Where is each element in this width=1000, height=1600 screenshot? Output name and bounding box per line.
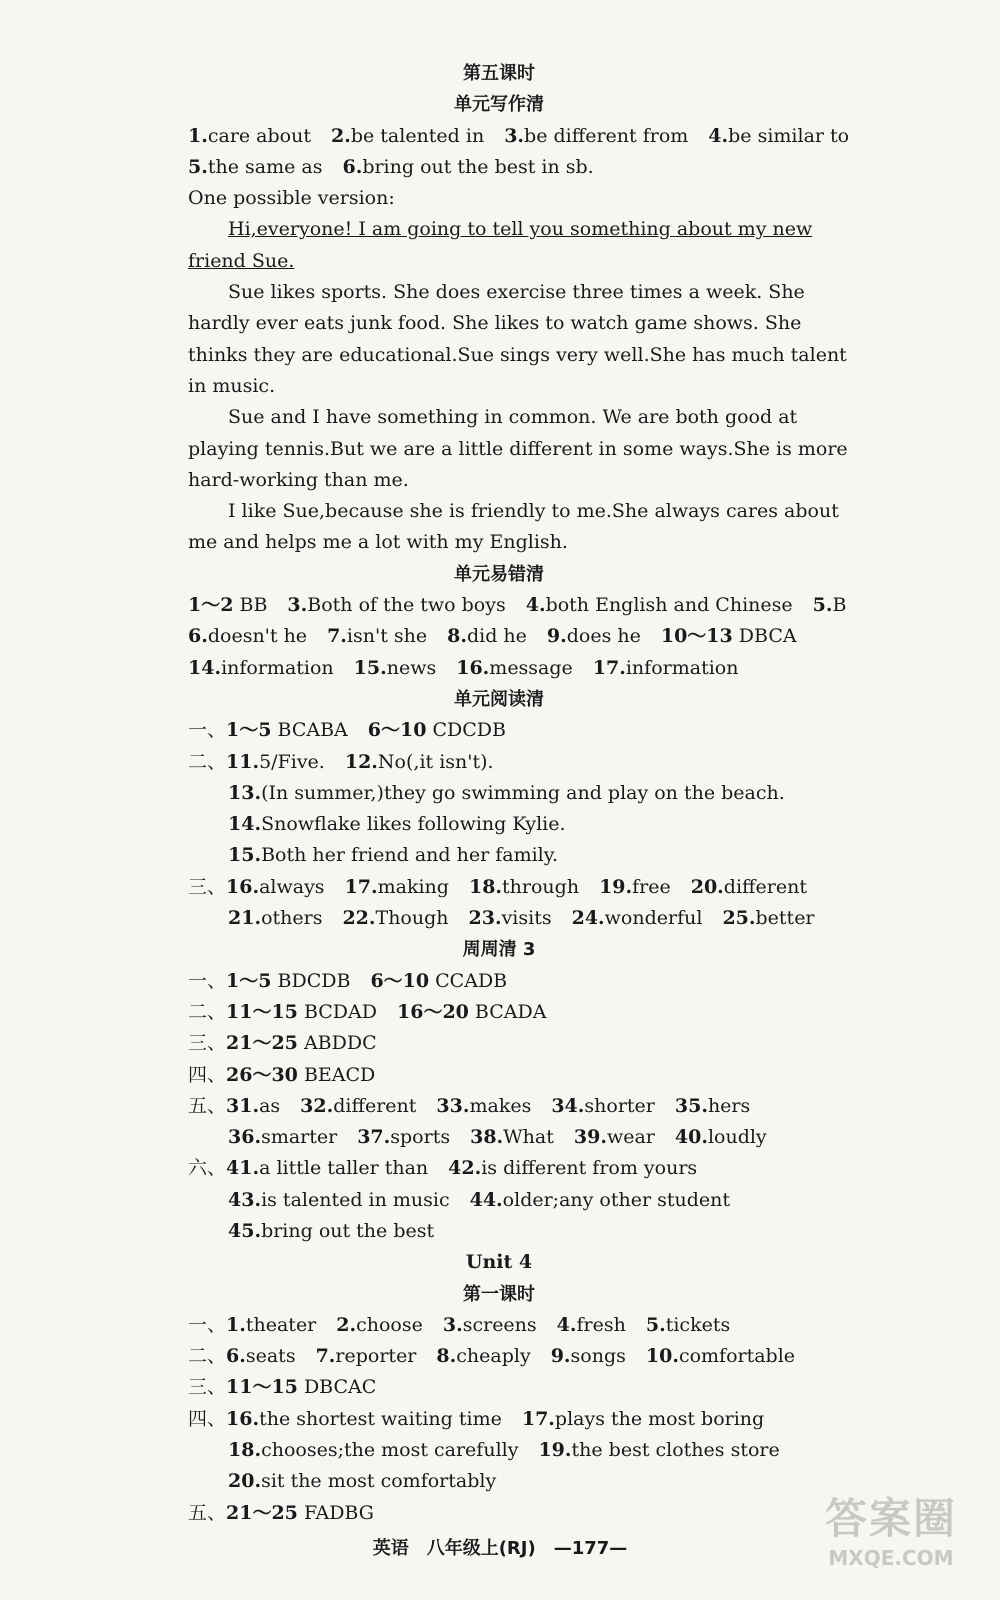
answer-item [226,1028,377,1059]
question-number: 3. [442,1313,463,1336]
answer-row [188,1153,810,1184]
question-number: 11～15 [226,1376,298,1399]
page-footer: 英语 八年级上(RJ) —177— [372,1538,628,1559]
section-prefix: 一、 [188,969,227,992]
answer-text: theater [245,1313,317,1336]
answer-item [327,621,427,652]
answer-item [226,1341,296,1372]
question-number: 42. [448,1157,482,1180]
answer-text: B [832,594,847,617]
answer-text: message [489,656,573,679]
answer-item [448,1153,697,1184]
answer-text: fresh [576,1313,626,1336]
answer-item [447,621,527,652]
question-number: 23. [468,907,502,930]
answer-item [436,1341,530,1372]
answer-item [526,590,793,621]
answer-text: the best clothes store [571,1439,780,1462]
section-prefix: 一、 [188,1313,227,1336]
section-prefix: 六、 [188,1157,227,1180]
section-prefix: 四、 [188,1407,227,1430]
section-prefix: 二、 [188,1345,227,1368]
answer-item [287,590,505,621]
answer-text: care about [207,124,311,147]
answer-item [228,1435,518,1466]
answer-item [226,1060,375,1091]
question-number: 17. [344,875,378,898]
question-number: 9. [550,1345,571,1368]
answer-text: through [502,875,580,898]
answer-text: choose [356,1313,423,1336]
answer-item [538,1435,779,1466]
answer-text: did he [466,625,527,648]
answer-item [470,1185,730,1216]
question-number: 41. [226,1157,260,1180]
section-heading: 第五课时 [463,63,535,84]
unit-heading: Unit 4 [465,1251,533,1274]
answer-item [331,121,484,152]
answer-text: information [221,656,334,679]
answer-row [188,778,810,809]
answer-text: CDCDB [426,719,506,742]
section-heading: 周周清 3 [462,939,536,961]
question-number: 6～10 [367,719,427,742]
question-number: 16. [456,656,490,679]
answer-item [226,1404,502,1435]
answer-item [370,966,507,997]
answer-text: sit the most comfortably [261,1470,497,1493]
section-heading: 单元写作清 [454,94,544,116]
answer-text: the same as [207,155,323,178]
answer-text: sports [390,1126,451,1149]
answer-text: loudly [707,1126,767,1149]
essay-line: Sue and I have something in common. We are both good at [228,406,798,429]
answer-text: BDCDB [271,969,351,992]
answer-item [675,1122,767,1153]
answer-item [551,1341,626,1372]
answer-text: BCABA [271,719,348,742]
question-number: 9. [546,625,567,648]
question-number: 11～15 [226,1000,298,1023]
question-number: 43. [228,1188,262,1211]
answer-item [470,1122,554,1153]
answer-text: is talented in music [261,1188,450,1211]
question-number: 44. [469,1188,503,1211]
question-number: 20. [690,875,724,898]
essay-line: hard-working than me. [188,468,409,491]
answer-item [228,1216,434,1247]
question-number: 31. [226,1094,260,1117]
question-number: 6. [342,155,363,178]
question-number: 10. [645,1345,679,1368]
answer-text: information [625,656,739,679]
answer-text: making [377,875,449,898]
question-number: 18. [468,875,503,898]
question-number: 2. [336,1313,357,1336]
answer-text: news [386,656,437,679]
answer-text: always [259,875,325,898]
question-number: 5. [812,594,833,617]
watermark-logo [806,1486,976,1586]
essay-line: playing tennis.But we are a little different in some ways.She is more [188,437,848,460]
answer-text: be talented in [350,124,485,147]
answer-text: ABDDC [297,1032,377,1055]
essay-line: Sue likes sports. She does exercise three times a week. She [228,281,805,304]
answer-item [593,653,739,684]
question-number: 21～25 [226,1032,298,1055]
section-prefix: 五、 [188,1501,227,1524]
version-label: One possible version: [188,187,395,210]
answer-item [345,747,494,778]
question-number: 1～5 [226,719,272,742]
answer-row [188,1498,810,1529]
answer-row [188,1372,810,1403]
answer-item [226,872,325,903]
answer-row [188,809,810,840]
answer-text: shorter [584,1094,655,1117]
answer-text: songs [570,1345,626,1368]
answer-text: DBCAC [297,1376,377,1399]
answer-item [443,1310,537,1341]
answer-text: What [503,1126,554,1149]
answer-text: others [261,907,323,930]
question-number: 34. [551,1094,585,1117]
answer-row [188,1310,810,1341]
question-number: 1. [226,1313,246,1336]
answer-text: different [723,875,807,898]
answer-text: a little taller than [259,1157,429,1180]
answer-text: be different from [524,124,689,147]
answer-row [188,872,810,903]
answer-item [708,121,849,152]
question-number: 4. [708,124,729,147]
answer-item [646,1341,795,1372]
answer-item [813,590,847,621]
answer-text: does he [566,625,641,648]
answer-row [188,590,847,621]
answer-text: bring out the best in sb. [362,155,594,178]
answer-item [722,903,814,934]
answer-text: doesn't he [207,625,308,648]
question-number: 3. [287,594,308,617]
answer-item [675,1091,750,1122]
answer-text: plays the most boring [554,1407,765,1430]
question-number: 14. [228,813,262,836]
answer-row [188,1122,810,1153]
question-number: 5. [188,155,208,178]
answer-text: bring out the best [261,1219,435,1242]
answer-text: Snowflake likes following Kylie. [261,813,566,836]
watermark-url: MXQE.COM [828,1546,954,1570]
answer-text: older;any other student [502,1188,730,1211]
essay-line: in music. [188,374,276,397]
answer-text: the shortest waiting time [259,1407,502,1430]
answer-text: be similar to [728,124,850,147]
question-number: 40. [674,1126,708,1149]
question-number: 21. [228,907,262,930]
answer-row [188,653,810,684]
answer-item [188,590,267,621]
question-number: 12. [344,750,378,773]
question-number: 19. [599,875,633,898]
answer-text: isn't she [346,625,428,648]
answer-text: No(,it isn't). [377,750,494,773]
section-prefix: 五、 [188,1094,227,1117]
answer-row [188,1466,810,1497]
answer-item [226,1091,280,1122]
answer-row [188,747,810,778]
question-number: 4. [525,594,546,617]
question-number: 1～5 [226,969,272,992]
answer-row [188,1060,810,1091]
answer-item [188,152,322,183]
answer-text: CCADB [429,969,508,992]
answer-text: DBCA [732,625,797,648]
essay-line: hardly ever eats junk food. She likes to watch game shows. She [188,312,802,335]
question-number: 19. [538,1439,572,1462]
answer-text: (In summer,)they go swimming and play on the beach. [261,781,785,804]
answer-item [228,1122,337,1153]
answer-item [188,653,334,684]
question-number: 15. [228,844,262,867]
answer-item [228,809,566,840]
question-number: 6～10 [370,969,430,992]
question-number: 16～20 [397,1000,469,1023]
answer-row [188,121,850,152]
answer-text: makes [469,1094,532,1117]
answer-item [357,1122,450,1153]
answer-row [188,1185,810,1216]
question-number: 16. [226,1407,260,1430]
answer-row [188,997,810,1028]
answer-item [226,966,350,997]
question-number: 21～25 [226,1501,298,1524]
answer-text: screens [462,1313,537,1336]
section-prefix: 四、 [188,1063,227,1086]
essay-line: thinks they are educational.Sue sings very well.She has much talent [188,343,847,366]
question-number: 17. [592,656,626,679]
essay-intro-line: friend Sue. [188,249,295,272]
answer-text: as [259,1094,281,1117]
answer-row [188,152,810,183]
answer-text: better [755,907,815,930]
answer-item [228,1185,450,1216]
question-number: 3. [504,124,525,147]
answer-text: BEACD [297,1063,376,1086]
essay-intro-line: Hi,everyone! I am going to tell you something about my new [228,218,813,241]
question-number: 7. [315,1345,336,1368]
answer-item [469,903,552,934]
answer-text: BCDAD [297,1000,377,1023]
question-number: 16. [226,875,260,898]
answer-item [342,903,448,934]
answer-item [354,653,437,684]
question-number: 10～13 [660,625,733,648]
question-number: 36. [228,1126,262,1149]
answer-text: 5/Five. [259,750,325,773]
answer-item [368,715,506,746]
question-number: 6. [188,625,208,648]
answer-row [188,621,810,652]
answer-item [436,1091,531,1122]
question-number: 5. [645,1313,666,1336]
essay-line: me and helps me a lot with my English. [188,531,568,554]
answer-text: is different from yours [481,1157,698,1180]
answer-row [188,966,810,997]
answer-item [226,1372,376,1403]
answer-text: chooses;the most carefully [261,1439,519,1462]
answer-item [188,121,311,152]
section-prefix: 三、 [188,1032,227,1055]
answer-text: BB [233,594,268,617]
answer-item [342,152,593,183]
answer-item [661,621,797,652]
section-prefix: 一、 [188,719,227,742]
answer-item [188,621,307,652]
answer-item [336,1310,423,1341]
question-number: 11. [226,750,260,773]
answer-item [469,872,579,903]
section-prefix: 二、 [188,1000,227,1023]
question-number: 7. [327,625,347,648]
answer-row [188,1216,810,1247]
answer-text: different [333,1094,417,1117]
answer-text: wear [606,1126,655,1149]
answer-text: comfortable [678,1345,796,1368]
answer-row [188,1404,810,1435]
answer-item [226,1498,374,1529]
answer-text: smarter [261,1126,338,1149]
question-number: 1～2 [188,594,234,617]
question-number: 22. [342,907,376,930]
answer-page [188,58,850,1529]
question-number: 33. [436,1094,470,1117]
answer-row [188,903,815,934]
answer-item [300,1091,416,1122]
question-number: 15. [353,656,387,679]
answer-item [228,903,322,934]
answer-text: visits [501,907,552,930]
answer-row [188,1435,810,1466]
section-heading: 单元易错清 [454,563,544,585]
answer-item [557,1310,626,1341]
question-number: 35. [674,1094,708,1117]
section-prefix: 三、 [188,1376,227,1399]
answer-text: free [632,875,671,898]
essay-line: I like Sue,because she is friendly to me.She always cares about [228,500,839,523]
question-number: 25. [722,907,756,930]
answer-item [504,121,688,152]
answer-item [226,747,325,778]
answer-item [456,653,573,684]
answer-row [188,1028,810,1059]
answer-text: reporter [335,1345,417,1368]
question-number: 20. [228,1470,262,1493]
answer-item [345,872,449,903]
section-prefix: 三、 [188,875,227,898]
answer-item [646,1310,730,1341]
answer-item [228,778,785,809]
section-heading: 第一课时 [463,1283,535,1305]
answer-text: FADBG [297,1501,374,1524]
question-number: 45. [228,1219,262,1242]
answer-text: Though [375,907,449,930]
question-number: 8. [447,625,467,648]
answer-item [547,621,641,652]
answer-row [188,1091,810,1122]
answer-text: cheaply [456,1345,531,1368]
question-number: 14. [188,656,222,679]
answer-item [522,1404,764,1435]
question-number: 37. [357,1126,391,1149]
answer-item [228,840,558,871]
answer-item [574,1122,655,1153]
answer-text: Both her friend and her family. [261,844,559,867]
answer-text: hers [707,1094,751,1117]
question-number: 2. [330,124,351,147]
answer-item [551,1091,655,1122]
answer-row [188,840,810,871]
question-number: 18. [228,1439,262,1462]
answer-text: tickets [665,1313,731,1336]
answer-row [188,715,810,746]
answer-text: both English and Chinese [545,594,793,617]
question-number: 32. [300,1094,334,1117]
answer-item [572,903,703,934]
section-heading: 单元阅读清 [454,688,544,710]
watermark-title: 答案圈 [824,1494,957,1543]
question-number: 39. [573,1126,607,1149]
answer-item [226,1310,316,1341]
answer-text: Both of the two boys [307,594,506,617]
section-prefix: 二、 [188,750,227,773]
answer-item [226,1153,428,1184]
question-number: 26～30 [226,1063,298,1086]
question-number: 8. [436,1345,457,1368]
question-number: 17. [521,1407,555,1430]
question-number: 6. [226,1345,246,1368]
answer-item [316,1341,417,1372]
question-number: 4. [556,1313,577,1336]
question-number: 13. [228,781,262,804]
answer-row [188,1341,810,1372]
answer-item [228,1466,496,1497]
answer-item [691,872,807,903]
answer-text: wonderful [604,907,703,930]
question-number: 38. [470,1126,504,1149]
question-number: 24. [571,907,605,930]
answer-item [226,715,348,746]
answer-item [226,997,377,1028]
answer-text: seats [245,1345,296,1368]
answer-item [397,997,546,1028]
question-number: 1. [188,124,208,147]
answer-text: BCADA [468,1000,547,1023]
answer-item [599,872,671,903]
